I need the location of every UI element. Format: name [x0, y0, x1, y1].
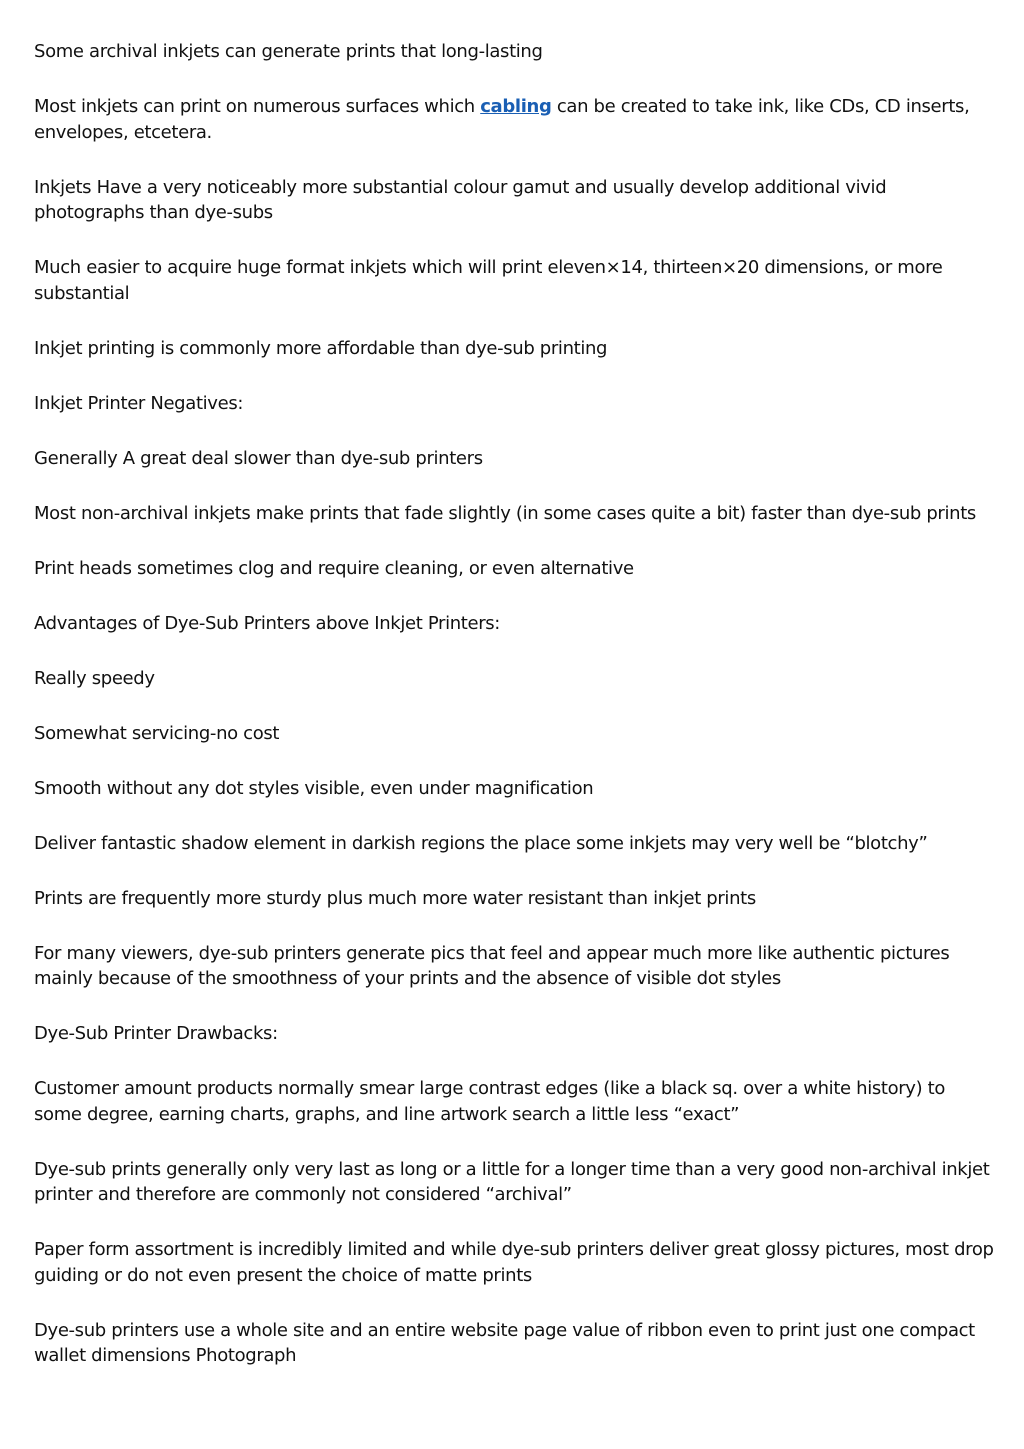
paragraph: Really speedy [34, 667, 155, 689]
paragraph: Inkjets Have a very noticeably more substantial colour gamut and usually develop additional vivid photographs than dye-subs [34, 176, 887, 223]
paragraph: Print heads sometimes clog and require cleaning, or even alternative [34, 557, 634, 579]
document-body [34, 39, 996, 1398]
section-heading: Advantages of Dye-Sub Printers above Inkjet Printers: [34, 612, 501, 634]
paragraph: Paper form assortment is incredibly limited and while dye-sub printers deliver great glossy pictures, most drop guiding or do not even present the choice of matte prints [34, 1239, 994, 1286]
paragraph: Dye-sub printers use a whole site and an entire website page value of ribbon even to print just one compact wallet dimensions Photograph [34, 1319, 975, 1366]
section-heading: Inkjet Printer Negatives: [34, 392, 244, 414]
cabling-link[interactable]: cabling [480, 96, 552, 117]
paragraph: Inkjet printing is commonly more affordable than dye-sub printing [34, 337, 608, 359]
paragraph: Generally A great deal slower than dye-sub printers [34, 447, 483, 469]
section-heading: Dye-Sub Printer Drawbacks: [34, 1023, 278, 1044]
paragraph-text-after-link: can be created to take ink, like CDs, CD inserts, envelopes, etcetera. [34, 96, 970, 143]
paragraph: Customer amount products normally smear large contrast edges (like a black sq. over a white history) to some degree, earning charts, graphs, and line artwork search a little less “exact” [34, 1078, 946, 1125]
paragraph: Most non-archival inkjets make prints that fade slightly (in some cases quite a bit) faster than dye-sub prints [34, 502, 976, 524]
paragraph-with-link [34, 94, 996, 145]
paragraph: Some archival inkjets can generate prints that long-lasting [34, 41, 543, 62]
paragraph: Prints are frequently more sturdy plus much more water resistant than inkjet prints [34, 887, 756, 909]
paragraph: For many viewers, dye-sub printers generate pics that feel and appear much more like authentic pictures mainly because of the smoothness of your prints and the absence of visible dot styles [34, 942, 950, 989]
paragraph: Dye-sub prints generally only very last as long or a little for a longer time than a very good non-archival inkjet printer and therefore are commonly not considered “archival” [34, 1158, 990, 1205]
paragraph: Deliver fantastic shadow element in darkish regions the place some inkjets may very well be “blotchy” [34, 832, 928, 854]
paragraph: Much easier to acquire huge format inkjets which will print eleven×14, thirteen×20 dimensions, or more substantial [34, 257, 943, 304]
paragraph: Smooth without any dot styles visible, even under magnification [34, 777, 594, 799]
paragraph: Somewhat servicing-no cost [34, 722, 280, 744]
paragraph-text-before-link: Most inkjets can print on numerous surfaces which [34, 96, 481, 117]
